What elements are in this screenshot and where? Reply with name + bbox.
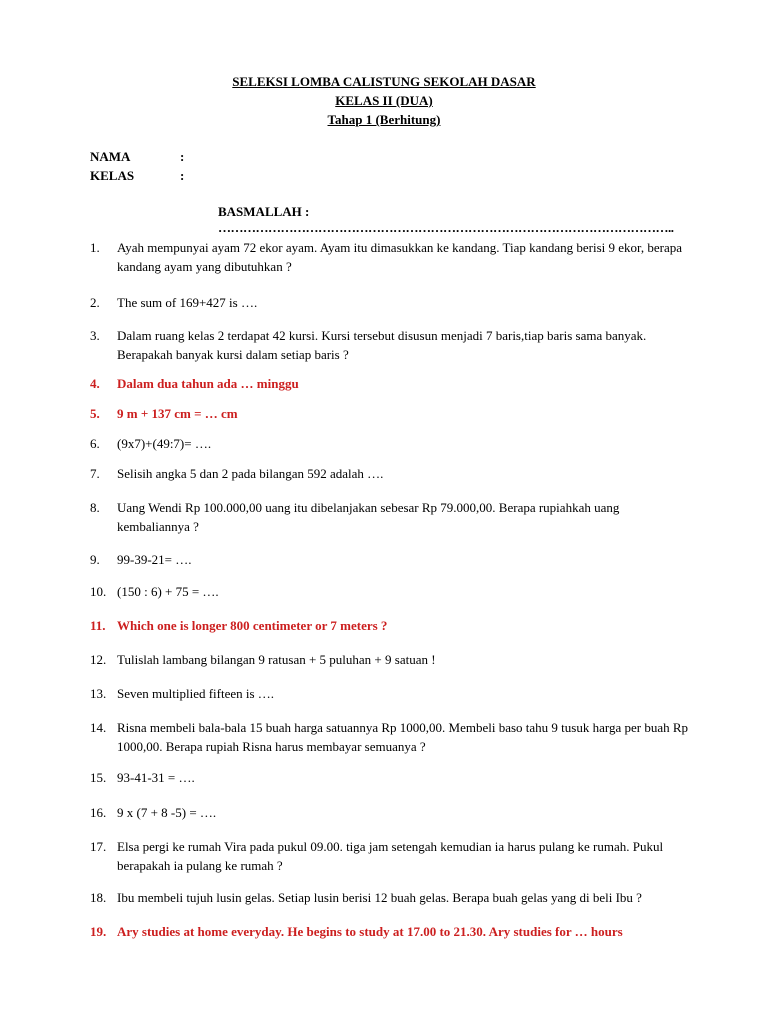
question-item	[90, 684, 690, 703]
question-number: 11.	[90, 618, 106, 633]
name-label: NAMA	[90, 149, 131, 164]
class-colon: :	[180, 168, 185, 183]
question-text: 99-39-21= ….	[117, 552, 192, 567]
question-item	[90, 650, 690, 669]
question-number: 1.	[90, 240, 100, 255]
question-item	[90, 616, 690, 635]
question-text: Tulislah lambang bilangan 9 ratusan + 5 puluhan + 9 satuan !	[117, 652, 436, 667]
basmallah-line	[218, 204, 768, 236]
name-colon: :	[180, 149, 185, 164]
stage-heading: Tahap 1 (Berhitung)	[327, 112, 441, 127]
question-item	[90, 464, 690, 483]
question-number: 19.	[90, 924, 107, 939]
question-number: 18.	[90, 890, 107, 905]
question-number: 10.	[90, 584, 107, 599]
question-text: Elsa pergi ke rumah Vira pada pukul 09.00. tiga jam setengah kemudian ia harus pulang ke rumah. Pukul berapakah ia pulang ke rumah ?	[117, 839, 664, 873]
question-text: (150 : 6) + 75 = ….	[117, 584, 219, 599]
basmallah-label: BASMALLAH :	[218, 204, 310, 219]
worksheet-title: SELEKSI LOMBA CALISTUNG SEKOLAH DASAR	[232, 74, 536, 89]
question-text: 93-41-31 = ….	[117, 770, 195, 785]
question-number: 7.	[90, 466, 100, 481]
question-number: 6.	[90, 436, 100, 451]
question-item	[90, 238, 690, 276]
question-item	[90, 582, 690, 601]
question-number: 8.	[90, 500, 100, 515]
class-label: KELAS	[90, 168, 135, 183]
question-text: Which one is longer 800 centimeter or 7 meters ?	[117, 618, 388, 633]
question-item	[90, 550, 690, 569]
question-text: Risna membeli bala-bala 15 buah harga satuannya Rp 1000,00. Membeli baso tahu 9 tusuk harga per buah Rp 1000,00. Berapa rupiah Risna harus membayar semuanya ?	[117, 720, 689, 754]
question-number: 9.	[90, 552, 100, 567]
question-text: Uang Wendi Rp 100.000,00 uang itu dibelanjakan sebesar Rp 79.000,00. Berapa rupiahkah uang kembaliannya ?	[117, 500, 620, 534]
question-item	[90, 922, 690, 941]
question-number: 4.	[90, 376, 100, 391]
question-text: Ary studies at home everyday. He begins to study at 17.00 to 21.30. Ary studies for … hours	[117, 924, 623, 939]
question-number: 12.	[90, 652, 107, 667]
question-number: 14.	[90, 720, 107, 735]
question-item	[90, 293, 690, 312]
question-number: 15.	[90, 770, 107, 785]
question-item	[90, 837, 690, 875]
grade-heading: KELAS II (DUA)	[335, 93, 433, 108]
question-item	[90, 498, 690, 536]
question-text: The sum of 169+427 is ….	[117, 295, 258, 310]
question-text: Ibu membeli tujuh lusin gelas. Setiap lusin berisi 12 buah gelas. Berapa buah gelas yang di beli Ibu ?	[117, 890, 642, 905]
basmallah-blank: ………………………………………………………………………………………………..	[218, 220, 674, 235]
question-number: 17.	[90, 839, 107, 854]
question-text: Dalam ruang kelas 2 terdapat 42 kursi. Kursi tersebut disusun menjadi 7 baris,tiap baris sama banyak. Berapakah banyak kursi dalam setiap baris ?	[117, 328, 647, 362]
question-number: 16.	[90, 805, 107, 820]
question-text: 9 m + 137 cm = … cm	[117, 406, 238, 421]
question-number: 13.	[90, 686, 107, 701]
question-item	[90, 768, 690, 787]
question-text: Dalam dua tahun ada … minggu	[117, 376, 299, 391]
question-item	[90, 803, 690, 822]
question-text: 9 x (7 + 8 -5) = ….	[117, 805, 217, 820]
question-text: Selisih angka 5 dan 2 pada bilangan 592 adalah ….	[117, 466, 384, 481]
question-text: Ayah mempunyai ayam 72 ekor ayam. Ayam itu dimasukkan ke kandang. Tiap kandang berisi 9 ekor, berapa kandang ayam yang dibutuhkan ?	[117, 240, 682, 274]
question-number: 5.	[90, 406, 100, 421]
question-text: (9x7)+(49:7)= ….	[117, 436, 212, 451]
question-item	[90, 326, 690, 364]
question-item	[90, 374, 690, 393]
question-item	[90, 434, 690, 453]
question-number: 2.	[90, 295, 100, 310]
question-item	[90, 718, 690, 756]
question-item	[90, 404, 690, 423]
question-number: 3.	[90, 328, 100, 343]
question-text: Seven multiplied fifteen is ….	[117, 686, 275, 701]
question-item	[90, 888, 690, 907]
